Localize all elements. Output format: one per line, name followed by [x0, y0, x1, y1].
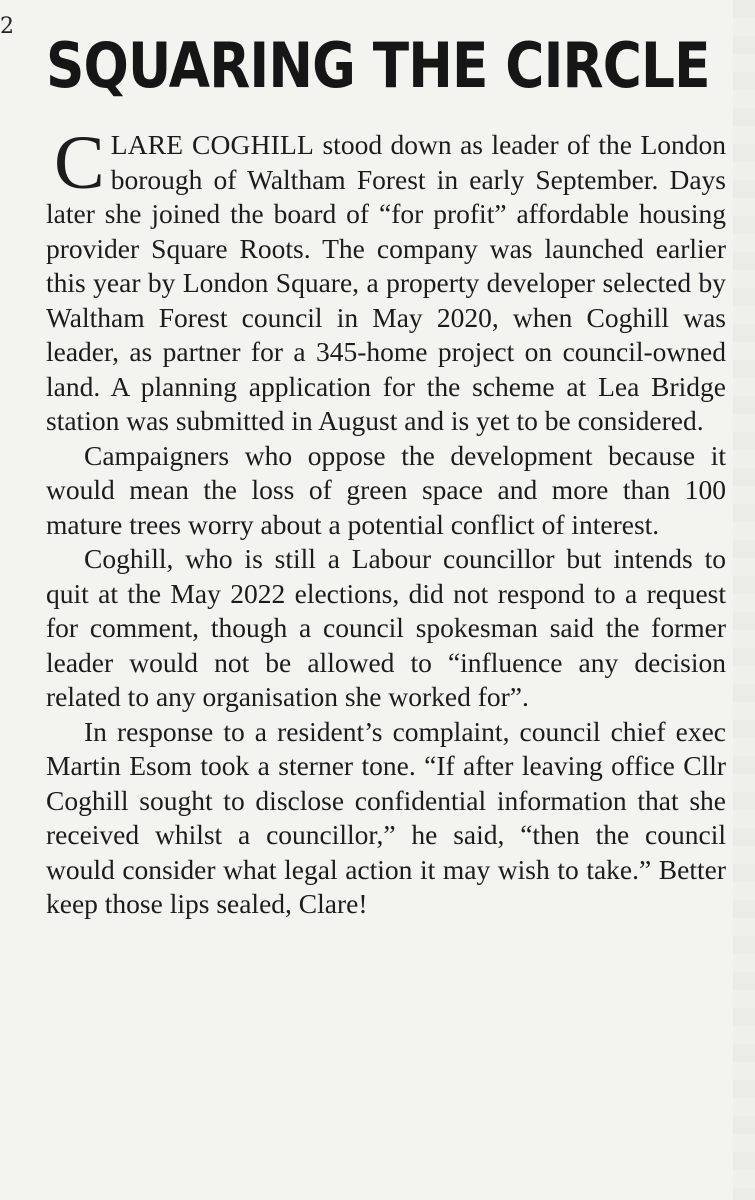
scan-bleed-edge — [733, 0, 755, 1200]
paragraph-1-text: stood down as leader of the London borough of Waltham Forest in early September. Days later she joined the board of “for profit” affordable housing provider Square Roots. The company was launched earlier this year by London Square, a property developer selected by Waltham Forest council in May 2020, when Coghill was leader, as partner for a 345-home project on council-owned land. A planning application for the scheme at Lea Bridge station was submitted in August and is yet to be considered. — [46, 129, 727, 436]
lead-caps: LARE COGHILL — [110, 129, 315, 160]
article — [46, 26, 726, 922]
paragraph-4: In response to a resident’s complaint, council chief exec Martin Esom took a sterner tone. “If after leaving office Cllr Coghill sought to disclose confidential information that she received whilst a councillor,” he said, “then the council would consider what legal action it may wish to take.” Better keep those lips sealed, Clare! — [46, 715, 726, 919]
article-body — [46, 121, 727, 922]
paragraph-2: Campaigners who oppose the development because it would mean the loss of green space and more than 100 mature trees worry about a potential conflict of interest. — [46, 439, 726, 540]
paragraph-1 — [46, 121, 727, 439]
paragraph-3: Coghill, who is still a Labour councillor but intends to quit at the May 2022 elections, did not respond to a request for comment, though a council spokesman said the former leader would not be allowed to “influence any decision related to any organisation she worked for”. — [46, 543, 726, 712]
drop-cap: C — [54, 121, 105, 205]
page-edge-mark: 2 — [0, 14, 14, 39]
headline: SQUARING THE CIRCLE — [46, 29, 710, 102]
